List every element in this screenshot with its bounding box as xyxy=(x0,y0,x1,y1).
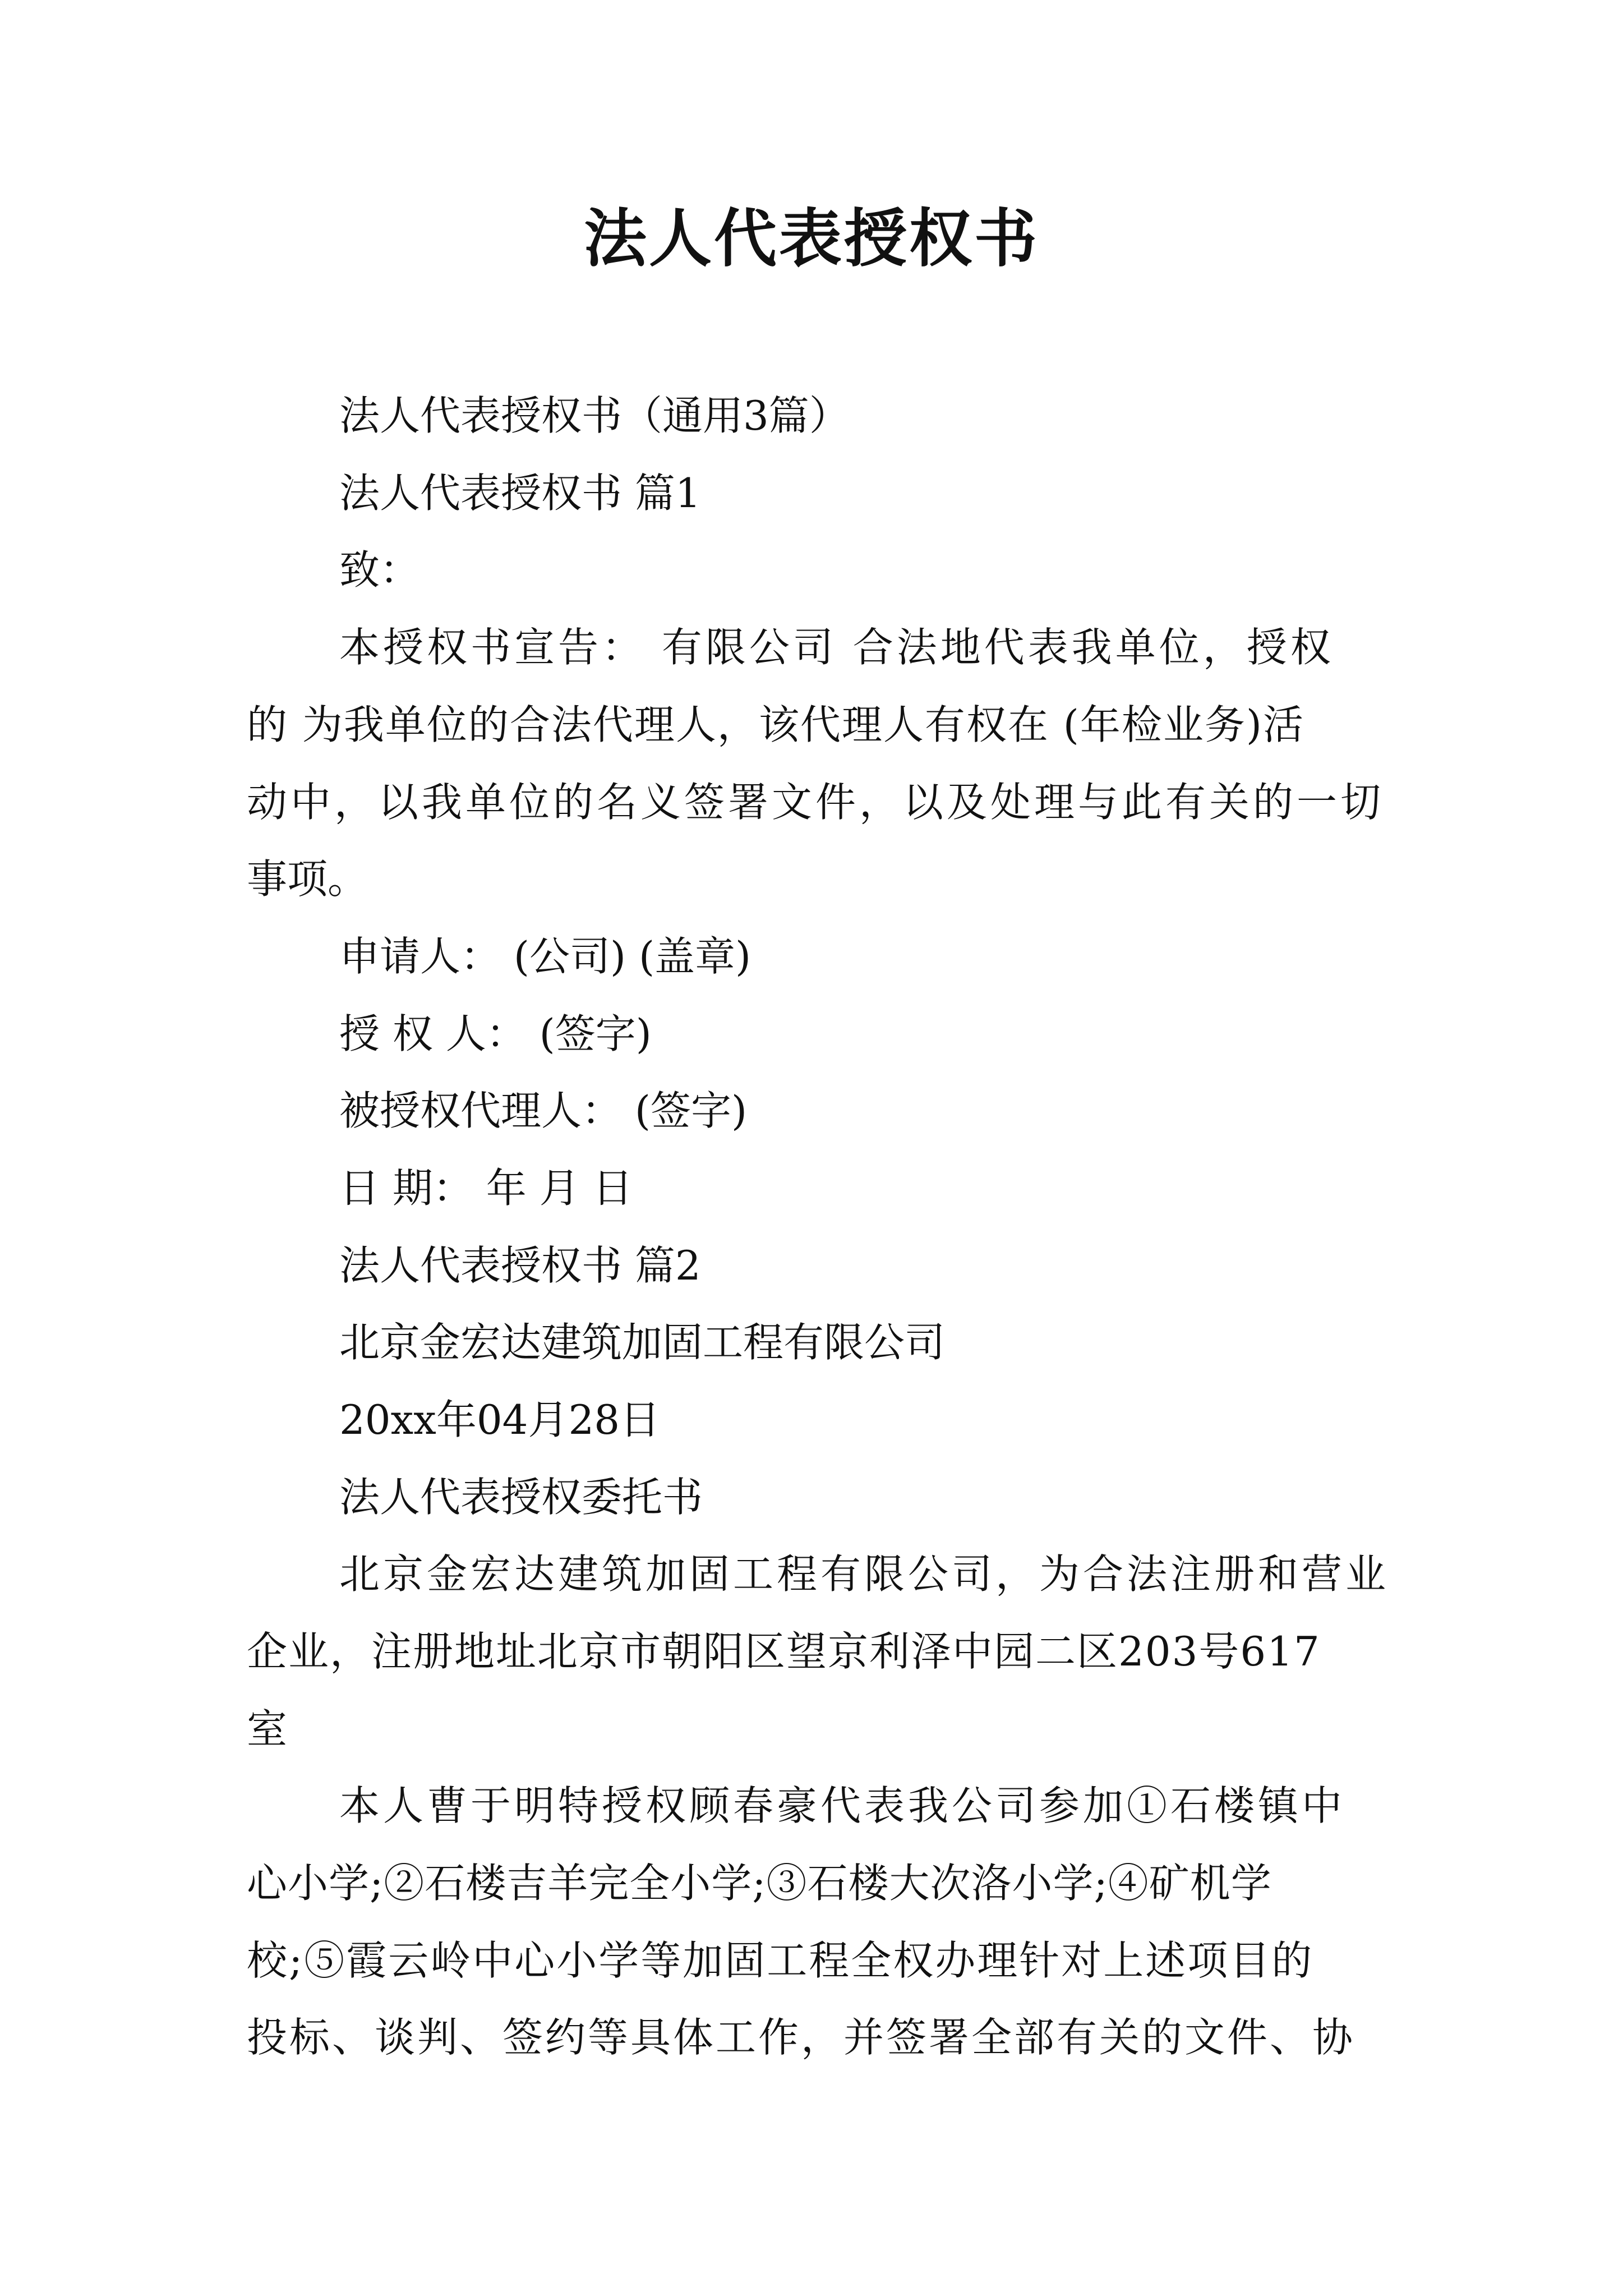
paragraph-line: 室 xyxy=(247,1705,288,1752)
applicant-line: 申请人： (公司) (盖章) xyxy=(339,933,751,980)
paragraph-line: 本授权书宣告： 有限公司 合法地代表我单位，授权 xyxy=(339,624,1334,671)
paragraph-line: 北京金宏达建筑加固工程有限公司，为合法注册和营业 xyxy=(339,1550,1390,1598)
paragraph-line: 事项。 xyxy=(247,855,368,903)
paragraph-line: 校;⑤霞云岭中心小学等加固工程全权办理针对上述项目的 xyxy=(247,1937,1314,1984)
issue-date-line: 20xx年04月28日 xyxy=(339,1396,661,1443)
authorizer-line: 授 权 人： (签字) xyxy=(339,1010,652,1057)
document-title: 法人代表授权书 xyxy=(584,202,1039,275)
addressee-line: 致： xyxy=(339,546,421,593)
paragraph-line: 本人曹于明特授权顾春豪代表我公司参加①石楼镇中 xyxy=(339,1782,1346,1829)
paragraph-line: 动中，以我单位的名义签署文件，以及处理与此有关的一切 xyxy=(247,779,1385,826)
paragraph-line: 心小学;②石楼吉羊完全小学;③石楼大次洛小学;④矿机学 xyxy=(247,1860,1272,1907)
date-line: 日 期： 年 月 日 xyxy=(339,1165,633,1212)
agent-line: 被授权代理人： (签字) xyxy=(339,1087,748,1134)
section-heading-2: 法人代表授权书 篇2 xyxy=(339,1242,701,1289)
subtitle-line: 法人代表授权书（通用3篇） xyxy=(339,392,850,439)
paragraph-line: 企业，注册地址北京市朝阳区望京利泽中园二区203号617 xyxy=(247,1628,1321,1675)
subheading-line: 法人代表授权委托书 xyxy=(339,1474,703,1521)
section-heading-1: 法人代表授权书 篇1 xyxy=(339,470,701,517)
paragraph-line: 投标、谈判、签约等具体工作，并签署全部有关的文件、协 xyxy=(247,2014,1355,2061)
company-name-line: 北京金宏达建筑加固工程有限公司 xyxy=(339,1319,946,1366)
paragraph-line: 的 为我单位的合法代理人，该代理人有权在 (年检业务)活 xyxy=(247,701,1304,748)
